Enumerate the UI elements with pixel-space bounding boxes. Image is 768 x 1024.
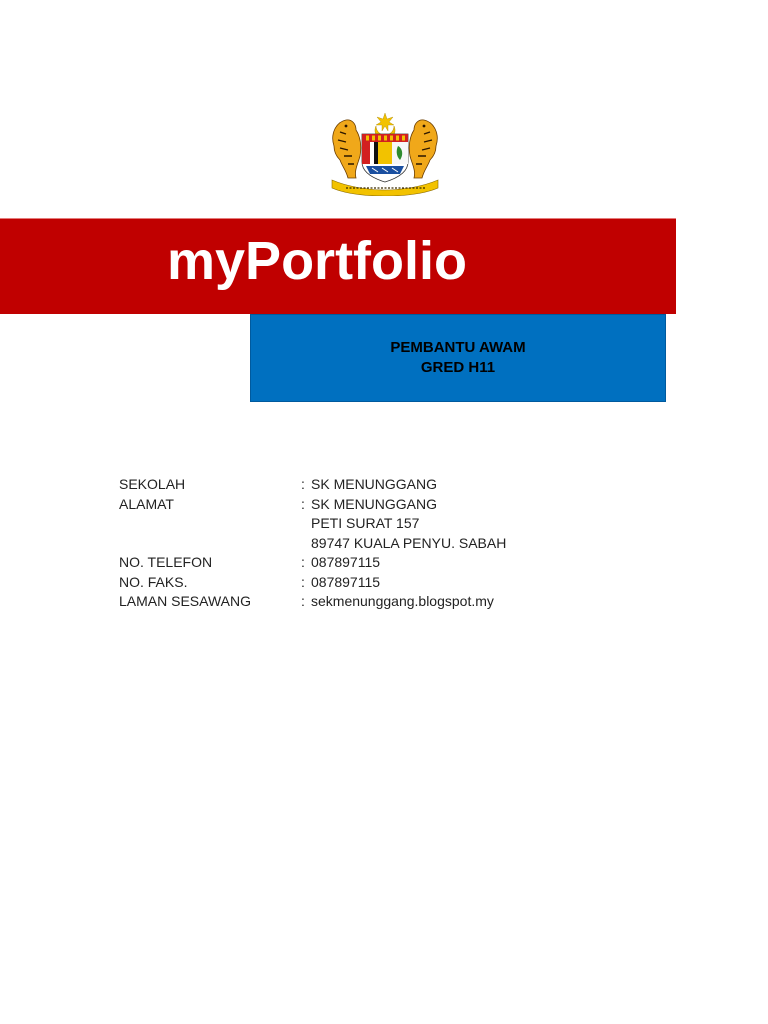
title-band: [0, 218, 676, 314]
alamat-line-1: SK MENUNGGANG: [311, 495, 438, 512]
laman-label: LAMAN SESAWANG: [119, 593, 251, 609]
telefon-label: NO. TELEFON: [119, 554, 213, 570]
role-grade: GRED H11: [420, 359, 496, 376]
colon-separator: :: [301, 554, 305, 570]
telefon-value: 087897115: [311, 554, 381, 570]
role-title: PEMBANTU AWAM: [390, 339, 526, 356]
colon-separator: :: [301, 495, 305, 512]
coat-of-arms-logo: [326, 112, 444, 196]
role-box: [250, 314, 666, 402]
role-text: [251, 338, 665, 378]
colon-separator: :: [301, 476, 305, 492]
colon-separator: :: [301, 573, 305, 590]
alamat-line-2: PETI SURAT 157: [311, 515, 420, 531]
sekolah-value: SK MENUNGGANG: [311, 476, 438, 492]
page-title: myPortfolio: [167, 231, 468, 291]
laman-value[interactable]: sekmenunggang.blogspot.my: [311, 593, 494, 609]
alamat-label: ALAMAT: [119, 495, 174, 512]
faks-label: NO. FAKS.: [119, 573, 188, 590]
colon-separator: :: [301, 593, 305, 609]
faks-value: 087897115: [311, 573, 381, 590]
sekolah-label: SEKOLAH: [119, 476, 186, 492]
coat-of-arms-icon: [326, 112, 444, 196]
alamat-line-3: 89747 KUALA PENYU. SABAH: [311, 534, 507, 551]
